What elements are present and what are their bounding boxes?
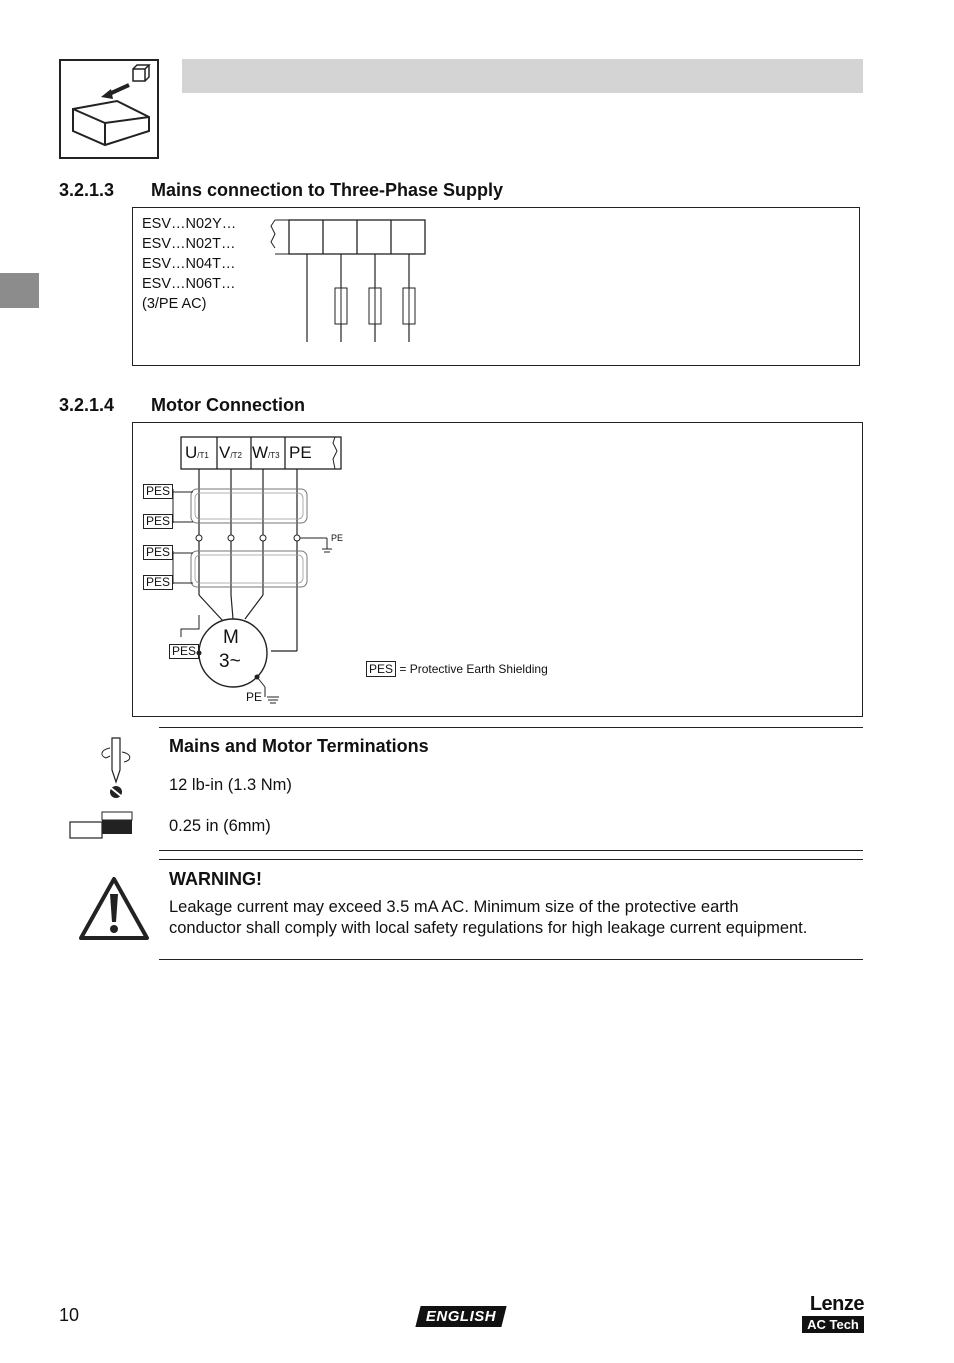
terminal-main: PE	[289, 443, 312, 462]
warning-text	[169, 897, 807, 939]
divider	[159, 850, 863, 851]
motor-phase: 3~	[219, 651, 241, 672]
section-heading-mains	[59, 180, 503, 201]
page-number: 10	[59, 1305, 80, 1325]
section-title: Motor Connection	[151, 395, 305, 415]
strip-length: 0.25 in (6mm)	[169, 817, 271, 835]
terminal-label-u	[185, 443, 209, 463]
divider	[159, 959, 863, 960]
section-heading-motor	[59, 395, 305, 416]
section-number: 3.2.1.3	[59, 180, 115, 200]
divider	[159, 727, 863, 728]
terminal-label-v	[219, 443, 242, 463]
terminal-label-pe	[289, 443, 312, 463]
model-item: ESV…N06T…	[142, 276, 236, 292]
brand-sub: AC Tech	[802, 1316, 864, 1333]
pes-label: PES	[143, 575, 173, 590]
motor-m: M	[223, 627, 239, 648]
model-item: ESV…N04T…	[142, 256, 236, 272]
model-item: ESV…N02Y…	[142, 216, 237, 232]
pes-label: PES	[169, 644, 199, 659]
pe-small-label: PE	[331, 533, 344, 543]
model-item: (3/PE AC)	[142, 296, 207, 312]
header-bar	[182, 59, 863, 93]
terminal-main: U	[185, 443, 198, 462]
pes-legend-text: = Protective Earth Shielding	[399, 662, 548, 676]
pes-label: PES	[143, 514, 173, 529]
brand-logo	[802, 1293, 864, 1333]
terminal-sub: /T3	[268, 451, 280, 460]
side-tab	[0, 273, 39, 308]
model-item: ESV…N02T…	[142, 236, 236, 252]
terminal-sub: /T1	[197, 451, 209, 460]
terminations-title: Mains and Motor Terminations	[169, 736, 429, 756]
mains-wiring-diagram	[263, 216, 433, 346]
pes-label: PES	[143, 484, 173, 499]
section-number: 3.2.1.4	[59, 395, 115, 415]
motor-symbol-label	[219, 626, 241, 674]
warning-line: conductor shall comply with local safety regulations for high leakage current equipment.	[169, 919, 808, 937]
warning-title: WARNING!	[169, 869, 262, 889]
motor-wiring-diagram	[133, 423, 373, 715]
screwdriver-icon	[96, 736, 136, 805]
install-box-icon	[59, 59, 159, 159]
mains-diagram-box	[132, 207, 860, 366]
pes-legend-box: PES	[366, 661, 396, 677]
model-list	[142, 214, 236, 314]
warning-triangle-icon	[78, 876, 150, 947]
pes-legend	[366, 662, 548, 676]
wire-strip-icon	[68, 808, 134, 847]
brand-name: Lenze	[809, 1293, 864, 1315]
warning-line: Leakage current may exceed 3.5 mA AC. Minimum size of the protective earth	[169, 898, 739, 916]
motor-diagram-box	[132, 422, 863, 717]
torque-value: 12 lb-in (1.3 Nm)	[169, 776, 292, 794]
pes-label: PES	[143, 545, 173, 560]
terminal-main: W	[252, 443, 269, 462]
language-label: ENGLISH	[425, 1308, 497, 1325]
terminal-label-w	[252, 443, 280, 463]
terminal-main: V	[219, 443, 231, 462]
terminal-sub: /T2	[230, 451, 242, 460]
section-title: Mains connection to Three-Phase Supply	[151, 180, 504, 200]
pe-motor-label: PE	[246, 690, 263, 704]
divider	[159, 859, 863, 860]
